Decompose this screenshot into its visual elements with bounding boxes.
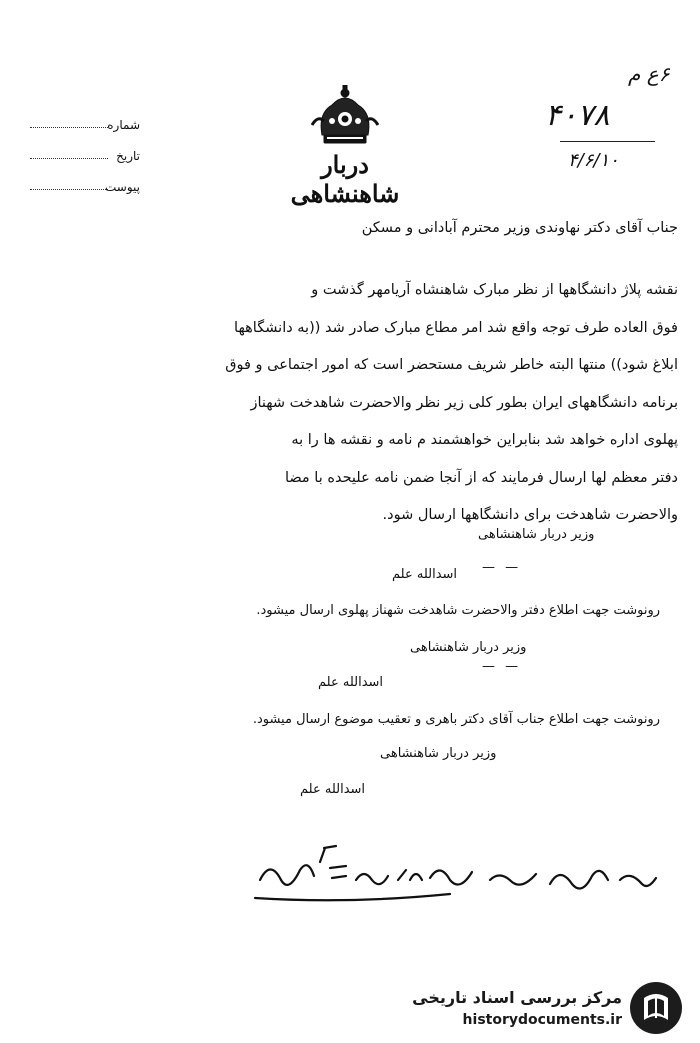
ref-underline: [560, 141, 655, 142]
document-center-logo-icon: [628, 980, 684, 1036]
crown-crest-icon: [310, 85, 380, 149]
letter-line: فوق العاده طرف توجه واقع شد امر مطاع مبارک صادر شد ((به دانشگاهها: [234, 319, 678, 336]
copy-note-1-sig-title: وزیر دربار شاهنشاهی: [410, 640, 527, 655]
attachment-label: پیوست: [105, 180, 140, 194]
separator-dashes: — —: [482, 659, 522, 674]
court-title: دربار شاهنشاهی: [290, 150, 400, 208]
signature-name: اسدالله علم: [392, 567, 458, 582]
handwritten-ref-top: ۶ع م: [628, 62, 670, 86]
number-field: [30, 112, 140, 134]
copy-note-1: رونوشت جهت اطلاع دفتر والاحضرت شاهدخت شهناز پهلوی ارسال میشود.: [256, 603, 660, 618]
addressee-line: جناب آقای دکتر نهاوندی وزیر محترم آبادانی و مسکن: [361, 220, 678, 236]
attachment-field: [30, 174, 140, 196]
date-field: [30, 143, 140, 165]
letter-line: ابلاغ شود)) منتها البته خاطر شریف مستحضر است که امور اجتماعی و فوق: [225, 357, 678, 373]
handwritten-ref-number: ۴۰۷۸: [545, 98, 610, 133]
copy-note-1-sig-name: اسدالله علم: [318, 675, 384, 690]
copy-note-2-sig-title: وزیر دربار شاهنشاهی: [380, 746, 497, 761]
letter-line: والاحضرت شاهدخت برای دانشگاهها ارسال شود.: [382, 507, 678, 523]
letter-line: نقشه پلاژ دانشگاهها از نظر مبارک شاهنشاه آریامهر گذشت و: [311, 282, 678, 298]
letter-line: پهلوی اداره خواهد شد بنابراین خواهشمند م نامه و نقشه ها را به: [291, 432, 678, 448]
attachment-dotted-line: [30, 189, 108, 190]
date-dotted-line: [30, 158, 108, 159]
number-label: شماره: [107, 118, 140, 132]
signature-title: وزیر دربار شاهنشاهی: [478, 527, 595, 542]
number-dotted-line: [30, 127, 108, 128]
copy-note-2-sig-name: اسدالله علم: [300, 782, 366, 797]
copy-note-2: رونوشت جهت اطلاع جناب آقای دکتر باهری و تعقیب موضوع ارسال میشود.: [252, 712, 660, 727]
separator-dashes: — —: [482, 560, 522, 575]
date-label: تاریخ: [116, 149, 140, 163]
letter-line: دفتر معظم لها ارسال فرمایند که از آنجا ضمن نامه علیحده با مضا: [284, 469, 678, 486]
letter-body: [33, 272, 678, 535]
letter-line: برنامه دانشگاههای ایران بطور کلی زیر نظر والاحضرت شاهدخت شهناز: [250, 394, 678, 411]
watermark-title: مرکز بررسی اسناد تاریخی: [412, 988, 622, 1007]
handwritten-ref-date: ۴/۶/۱۰: [568, 150, 619, 171]
handwritten-annotation: [250, 840, 670, 910]
watermark-site: historydocuments.ir: [462, 1012, 622, 1028]
letter-meta-fields: [30, 112, 140, 205]
